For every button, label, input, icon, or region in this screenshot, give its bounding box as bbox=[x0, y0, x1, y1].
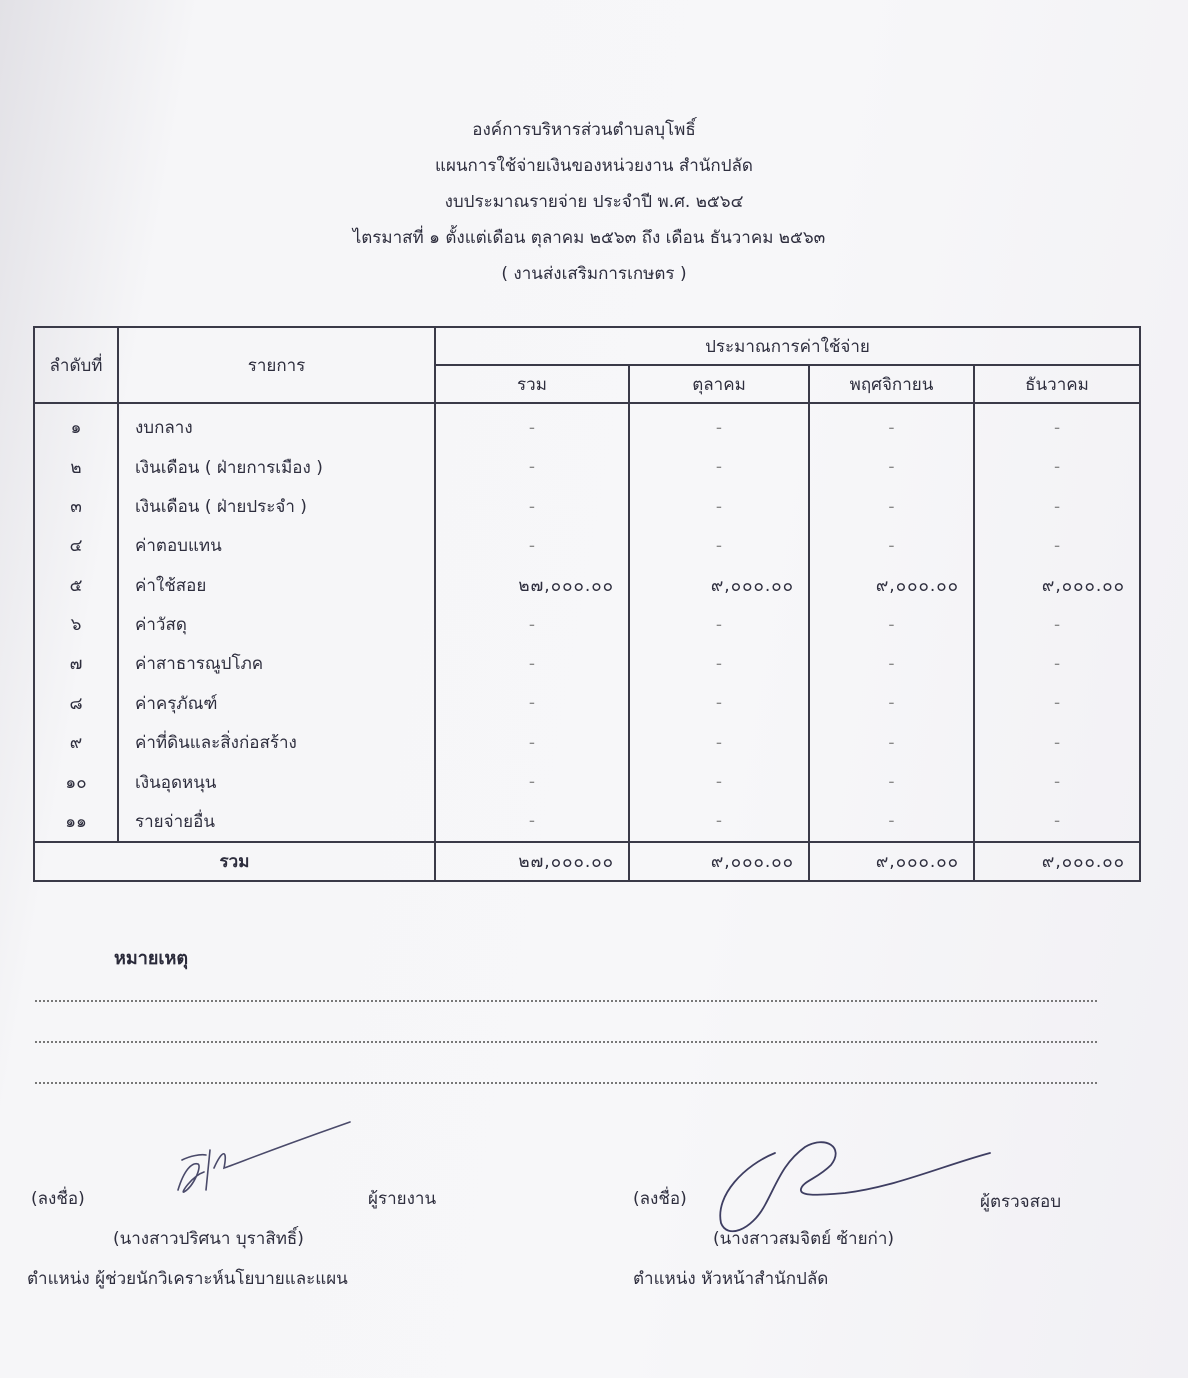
header-dec: ธันวาคม bbox=[974, 365, 1140, 403]
table-row: ๖ ค่าวัสดุ - - - - bbox=[34, 605, 1140, 644]
table-row: ๑๐ เงินอุดหนุน - - - - bbox=[34, 762, 1140, 801]
table-row: ๑๑ รายจ่ายอื่น - - - - bbox=[34, 802, 1140, 842]
budget-table bbox=[33, 326, 1141, 882]
reporter-name: (นางสาวปริศนา บุราสิทธิ์) bbox=[113, 1229, 304, 1249]
total-dec: ๙,๐๐๐.๐๐ bbox=[974, 842, 1140, 881]
quarter-period: ไตรมาสที่ ๑ ตั้งแต่เดือน ตุลาคม ๒๕๖๓ ถึง เดือน ธันวาคม ๒๕๖๓ bbox=[352, 228, 826, 248]
total-label: รวม bbox=[34, 842, 435, 881]
checker-sign-prefix: (ลงชื่อ) bbox=[633, 1189, 687, 1209]
table-row: ๘ ค่าครุภัณฑ์ - - - - bbox=[34, 684, 1140, 723]
remarks-title: หมายเหตุ bbox=[114, 948, 189, 969]
document-header bbox=[0, 112, 1188, 292]
reporter-role: ผู้รายงาน bbox=[368, 1189, 437, 1209]
table-row: ๒ เงินเดือน ( ฝ่ายการเมือง ) - - - - bbox=[34, 447, 1140, 486]
header-order: ลำดับที่ bbox=[34, 327, 118, 403]
table-row: ๔ ค่าตอบแทน - - - - bbox=[34, 526, 1140, 565]
budget-year: งบประมาณรายจ่าย ประจำปี พ.ศ. ๒๕๖๔ bbox=[444, 192, 744, 212]
checker-role: ผู้ตรวจสอบ bbox=[980, 1192, 1062, 1212]
table-row: ๑ งบกลาง - - - - bbox=[34, 403, 1140, 447]
checker-name: (นางสาวสมจิตย์ ซ้ายก่า) bbox=[713, 1229, 895, 1249]
total-oct: ๙,๐๐๐.๐๐ bbox=[629, 842, 809, 881]
table-row: ๙ ค่าที่ดินและสิ่งก่อสร้าง - - - - bbox=[34, 723, 1140, 762]
work-unit: ( งานส่งเสริมการเกษตร ) bbox=[501, 264, 687, 284]
reporter-signature-icon bbox=[170, 1120, 360, 1195]
remarks-line bbox=[35, 1000, 1097, 1002]
header-nov: พฤศจิกายน bbox=[809, 365, 974, 403]
table-row: ๗ ค่าสาธารณูปโภค - - - - bbox=[34, 644, 1140, 683]
header-total: รวม bbox=[435, 365, 629, 403]
table-row: ๕ ค่าใช้สอย ๒๗,๐๐๐.๐๐ ๙,๐๐๐.๐๐ ๙,๐๐๐.๐๐ ๙,๐๐๐.๐๐ bbox=[34, 566, 1140, 605]
checker-position: ตำแหน่ง หัวหน้าสำนักปลัด bbox=[633, 1269, 829, 1289]
table-row: ๓ เงินเดือน ( ฝ่ายประจำ ) - - - - bbox=[34, 487, 1140, 526]
org-name: องค์การบริหารส่วนตำบลบุโพธิ์ bbox=[472, 120, 696, 140]
header-item: รายการ bbox=[118, 327, 435, 403]
total-nov: ๙,๐๐๐.๐๐ bbox=[809, 842, 974, 881]
header-estimate: ประมาณการค่าใช้จ่าย bbox=[435, 327, 1140, 365]
remarks-line bbox=[35, 1041, 1097, 1043]
reporter-sign-prefix: (ลงชื่อ) bbox=[31, 1189, 85, 1209]
total-row bbox=[34, 842, 1140, 881]
remarks-line bbox=[35, 1082, 1097, 1084]
reporter-position: ตำแหน่ง ผู้ช่วยนักวิเคราะห์นโยบายและแผน bbox=[27, 1269, 348, 1289]
plan-title: แผนการใช้จ่ายเงินของหน่วยงาน สำนักปลัด bbox=[435, 156, 753, 176]
header-oct: ตุลาคม bbox=[629, 365, 809, 403]
total-sum: ๒๗,๐๐๐.๐๐ bbox=[435, 842, 629, 881]
